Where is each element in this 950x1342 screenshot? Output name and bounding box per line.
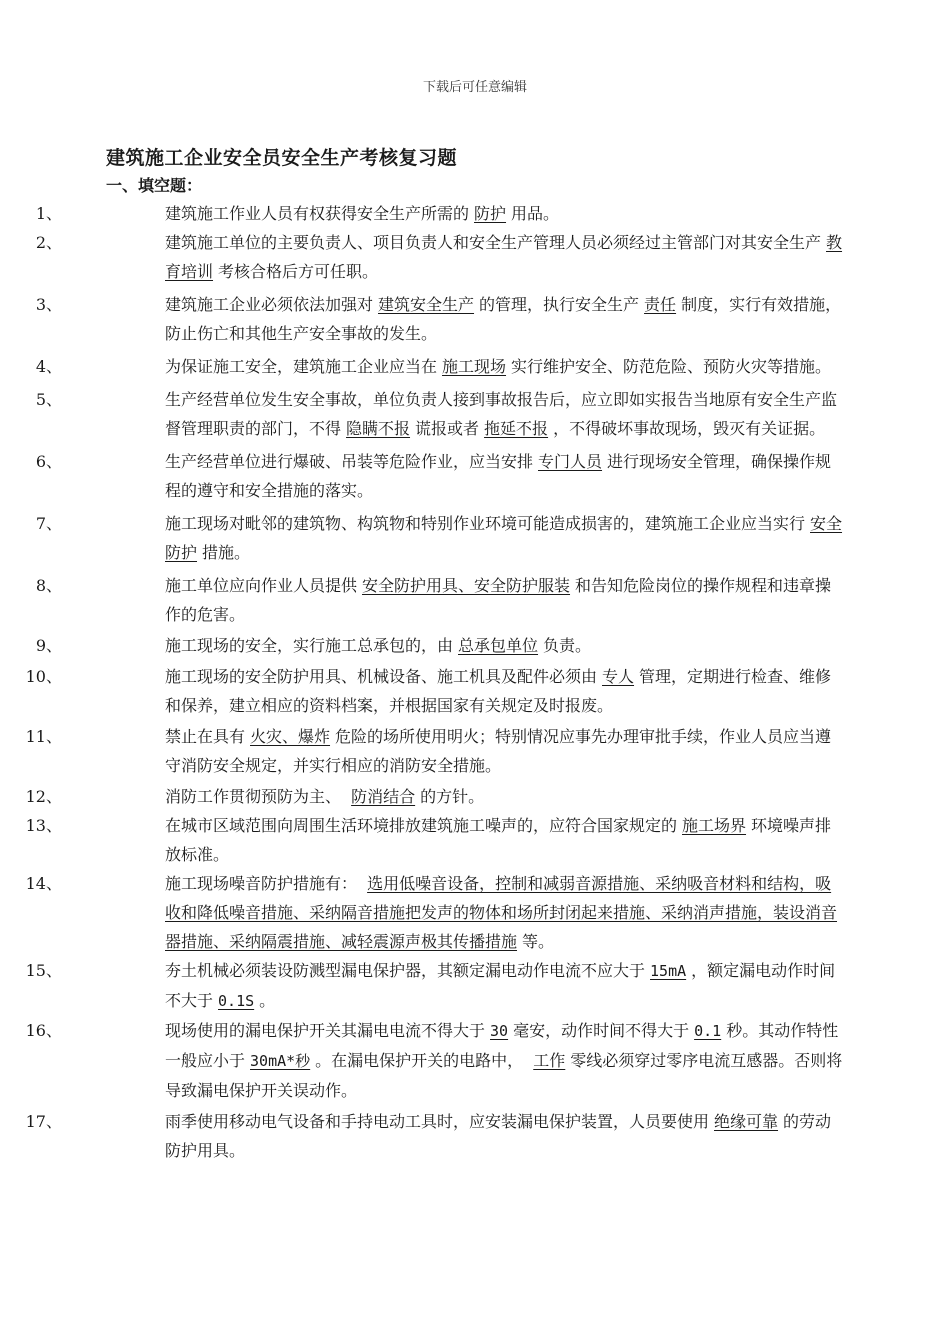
question-text: 零线必须穿过零序电流互感器。否则将导致漏电保护开关误动作。 [165, 1051, 843, 1100]
question-number: 16、 [25, 1021, 62, 1040]
header-note: 下载后可任意编辑 [422, 80, 527, 95]
question-text: 秒。其动作特性一般应小于 [165, 1021, 839, 1070]
question-text: ，额定漏电动作时间不大于 [165, 961, 836, 1010]
question-text: 。在漏电保护开关的电路中， [315, 1051, 529, 1070]
question-number: 17、 [25, 1112, 62, 1131]
question-text: 夯土机械必须装设防溅型漏电保护器，其额定漏电动作电流不应大于 [165, 961, 646, 980]
question-text: 用品。 [511, 204, 560, 223]
question-text: 的管理，执行安全生产 [479, 295, 640, 314]
answer-blank: 防消结合 [351, 787, 416, 806]
answer-blank: 15mA [650, 962, 687, 980]
question-item [0, 869, 847, 956]
section-heading: 一、填空题： [106, 176, 203, 195]
question-text: 的方针。 [420, 787, 485, 806]
question-item [0, 662, 847, 720]
answer-blank: 绝缘可靠 [714, 1112, 779, 1131]
question-text: 施工现场噪音防护措施有： [165, 874, 363, 893]
answer-blank: 拖延不报 [484, 419, 549, 438]
question-number: 6、 [35, 452, 62, 471]
answer-blank: 责任 [644, 295, 677, 314]
question-number: 3、 [35, 295, 62, 314]
question-text: 等。 [522, 932, 555, 951]
question-number: 2、 [35, 233, 62, 252]
answer-blank: 安全防护用具、安全防护服装 [362, 576, 571, 595]
question-item [0, 811, 847, 869]
question-item [0, 1016, 847, 1105]
question-item [0, 1107, 847, 1165]
question-text: 施工单位应向作业人员提供 [165, 576, 358, 595]
question-text: 消防工作贯彻预防为主、 [165, 787, 347, 806]
question-text: 的劳动防护用具。 [165, 1112, 832, 1160]
answer-blank: 建筑安全生产 [378, 295, 475, 314]
answer-blank: 火灾、爆炸 [250, 727, 331, 746]
question-text: ，不得破坏事故现场，毁灭有关证据。 [553, 419, 826, 438]
question-item [0, 352, 847, 381]
answer-blank: 施工场界 [682, 816, 747, 835]
question-text: 建筑施工作业人员有权获得安全生产所需的 [165, 204, 470, 223]
answer-blank: 施工现场 [442, 357, 507, 376]
question-number: 11、 [25, 727, 62, 746]
question-text: 毫安，动作时间不得大于 [513, 1021, 690, 1040]
question-number: 5、 [35, 390, 62, 409]
answer-blank: 0.1 [694, 1022, 722, 1040]
question-number: 10、 [25, 667, 62, 686]
answer-blank: 选用低噪音设备，控制和减弱音源措施、采纳吸音材料和结构，吸收和降低噪音措施、采纳隔音措施把发声的物体和场所封闭起来措施、采纳消声措施，装设消音器措施、采纳隔震措施、减轻震源声极其传播措施 [165, 874, 838, 951]
question-number: 13、 [25, 816, 62, 835]
question-text: 负责。 [543, 636, 592, 655]
question-text: 施工现场对毗邻的建筑物、构筑物和特别作业环境可能造成损害的，建筑施工企业应当实行 [165, 514, 806, 533]
question-item [0, 722, 847, 780]
question-text: 建筑施工企业必须依法加强对 [165, 295, 374, 314]
question-item [0, 782, 847, 811]
question-text: 建筑施工单位的主要负责人、项目负责人和安全生产管理人员必须经过主管部门对其安全生产 [165, 233, 822, 252]
question-text: 施工现场的安全，实行施工总承包的，由 [165, 636, 454, 655]
question-text: 在城市区域范围向周围生活环境排放建筑施工噪声的，应符合国家规定的 [165, 816, 678, 835]
answer-blank: 0.1S [218, 992, 255, 1010]
question-text: 施工现场的安全防护用具、机械设备、施工机具及配件必须由 [165, 667, 598, 686]
question-text: 。 [259, 991, 276, 1010]
question-number: 14、 [25, 874, 62, 893]
question-number: 15、 [25, 961, 62, 980]
question-text: 进行现场安全管理，确保操作规程的遵守和安全措施的落实。 [165, 452, 832, 500]
question-text: 谎报或者 [415, 419, 480, 438]
question-text: 制度，实行有效措施，防止伤亡和其他生产安全事故的发生。 [165, 295, 842, 343]
question-text: 为保证施工安全，建筑施工企业应当在 [165, 357, 438, 376]
answer-blank: 安全防护 [165, 514, 843, 562]
question-number: 1、 [35, 204, 62, 223]
answer-blank: 总承包单位 [458, 636, 539, 655]
answer-blank: 30 [490, 1022, 509, 1040]
question-number: 7、 [35, 514, 62, 533]
question-item [0, 509, 847, 567]
question-number: 12、 [25, 787, 62, 806]
question-text: 生产经营单位进行爆破、吊装等危险作业，应当安排 [165, 452, 534, 471]
question-text: 管理，定期进行检查、维修和保养，建立相应的资料档案，并根据国家有关规定及时报废。 [165, 667, 832, 715]
answer-blank: 30mA*秒 [250, 1052, 311, 1070]
question-text: 考核合格后方可任职。 [218, 262, 379, 281]
question-text: 环境噪声排放标准。 [165, 816, 832, 864]
answer-blank: 隐瞒不报 [346, 419, 411, 438]
question-item [0, 631, 847, 660]
question-item [0, 290, 847, 348]
question-text: 现场使用的漏电保护开关其漏电电流不得大于 [165, 1021, 486, 1040]
answer-blank: 教育培训 [165, 233, 843, 281]
answer-blank: 工作 [533, 1051, 566, 1070]
question-text: 生产经营单位发生安全事故，单位负责人接到事故报告后，应立即如实报告当地原有安全生产监督管理职责的部门，不得 [165, 390, 838, 438]
question-item [0, 228, 847, 286]
question-item [0, 199, 847, 228]
question-text: 和告知危险岗位的操作规程和违章操作的危害。 [165, 576, 832, 624]
question-item [0, 956, 847, 1016]
question-item [0, 385, 847, 443]
question-text: 措施。 [202, 543, 251, 562]
document-title: 建筑施工企业安全员安全生产考核复习题 [106, 147, 458, 169]
answer-blank: 专门人员 [538, 452, 603, 471]
question-text: 禁止在具有 [165, 727, 246, 746]
question-text: 危险的场所使用明火；特别情况应事先办理审批手续，作业人员应当遵守消防安全规定，并实行相应的消防安全措施。 [165, 727, 832, 775]
answer-blank: 防护 [474, 204, 507, 223]
question-number: 9、 [35, 636, 62, 655]
question-item [0, 447, 847, 505]
question-number: 4、 [35, 357, 62, 376]
question-text: 雨季使用移动电气设备和手持电动工具时，应安装漏电保护装置，人员要使用 [165, 1112, 710, 1131]
question-item [0, 571, 847, 629]
question-text: 实行维护安全、防范危险、预防火灾等措施。 [511, 357, 832, 376]
question-number: 8、 [35, 576, 62, 595]
answer-blank: 专人 [602, 667, 635, 686]
question-list [0, 199, 950, 1165]
